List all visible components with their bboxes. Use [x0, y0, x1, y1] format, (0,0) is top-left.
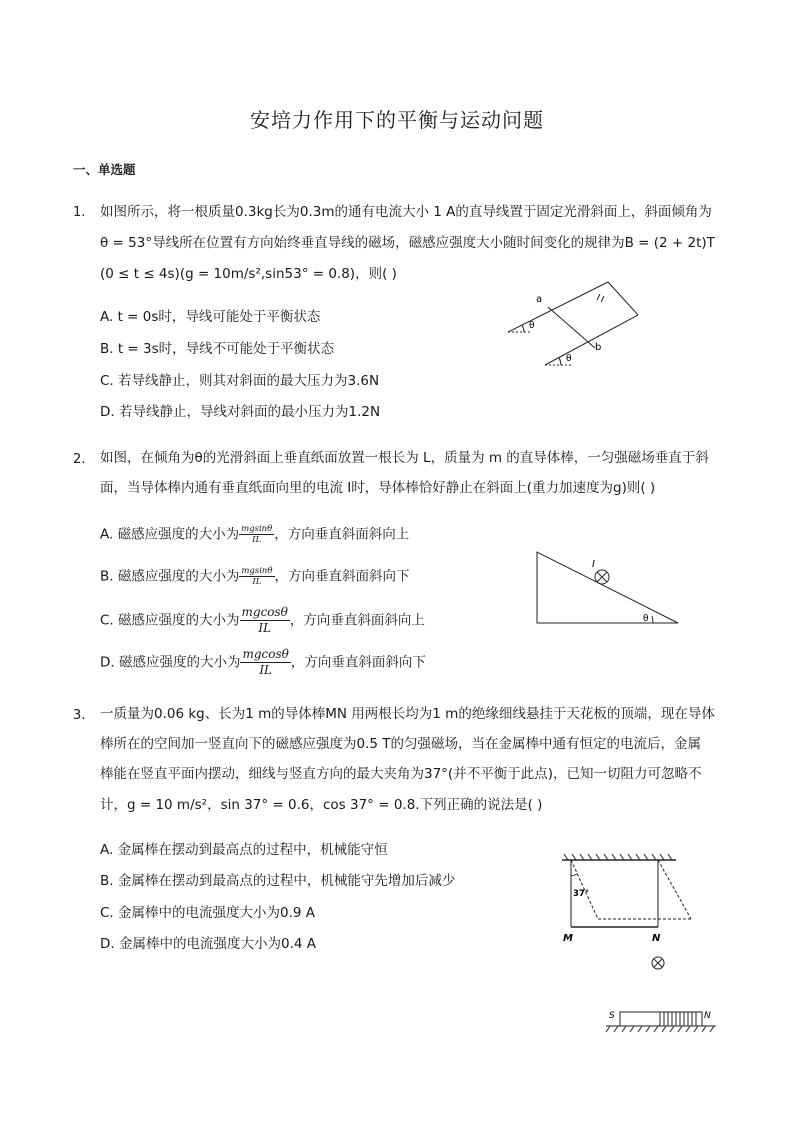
question-1-number: 1. — [73, 205, 86, 220]
option-b-fraction — [239, 566, 274, 587]
label-a: a — [536, 294, 543, 305]
magnet-label-s: S — [609, 1011, 615, 1021]
label-current-i: I — [592, 559, 595, 570]
option-a-prefix: A. 磁感应强度的大小为 — [100, 526, 240, 543]
option-d-fraction — [240, 647, 290, 678]
angle-theta-upper: θ — [529, 321, 535, 331]
option-c-suffix: ，方向垂直斜面斜向上 — [289, 612, 425, 629]
question-3-line-2: 棒所在的空间加一竖直向下的磁感应强度为0.5 T的匀强磁场，当在金属棒中通有恒定的电流后，金属 — [100, 736, 702, 752]
upper-rail — [508, 282, 608, 332]
option-d-prefix: D. 磁感应强度的大小为 — [100, 654, 241, 671]
question-1-option-d: D. 若导线静止，导线对斜面的最小压力为1.2N — [100, 404, 381, 420]
question-3-option-b: B. 金属棒在摆动到最高点的过程中，机械能守先增加后减少 — [100, 873, 456, 889]
angle-theta: θ — [643, 614, 649, 624]
page-title: 安培力作用下的平衡与运动问题 — [250, 108, 544, 132]
wire-ab — [548, 307, 595, 348]
section-heading: 一、单选题 — [73, 162, 136, 177]
question-2-line-2: 面，当导体棒内通有垂直纸面向里的电流 I时，导体棒恰好静止在斜面上(重力加速度为g)则( ) — [100, 480, 656, 496]
question-3-option-d: D. 金属棒中的电流强度大小为0.4 A — [100, 936, 316, 952]
question-1-line-2: θ = 53°导线所在位置有方向始终垂直导线的磁场，磁感应强度大小随时间变化的规律为B = (2 + 2t)T — [100, 235, 715, 251]
question-2-line-1: 如图，在倾角为θ的光滑斜面上垂直纸面放置一根长为 L，质量为 m 的直导体棒，一匀强磁场垂直于斜 — [100, 450, 709, 466]
fraction-denominator: IL — [259, 663, 273, 677]
question-1-line-1: 如图所示，将一根质量0.3kg长为0.3m的通有电流大小 1 A的直导线置于固定光滑斜面上，斜面倾角为 — [100, 204, 712, 220]
question-2-figure — [535, 550, 681, 626]
question-2-option-a — [100, 524, 409, 545]
incline-triangle — [537, 552, 678, 623]
fraction-numerator: mgsinθ — [241, 524, 273, 534]
question-2-option-d — [100, 647, 426, 678]
question-3-line-4: 计，g = 10 m/s²，sin 37° = 0.6，cos 37° = 0.8.下列正确的说法是( ) — [100, 797, 543, 813]
option-c-fraction — [240, 605, 290, 636]
question-1-option-b: B. t = 3s时，导线不可能处于平衡状态 — [100, 341, 335, 357]
label-b: b — [595, 342, 602, 353]
question-3-option-c: C. 金属棒中的电流强度大小为0.9 A — [100, 905, 316, 921]
label-angle-37: 37° — [573, 889, 590, 899]
question-2-option-c — [100, 605, 425, 636]
fraction-denominator: IL — [258, 621, 272, 635]
label-n: N — [652, 933, 661, 944]
question-1-figure — [500, 280, 640, 370]
fraction-denominator: IL — [252, 577, 262, 587]
fraction-denominator: IL — [252, 535, 262, 545]
question-3-option-a: A. 金属棒在摆动到最高点的过程中，机械能守恒 — [100, 842, 388, 858]
magnet-label-n: N — [704, 1011, 711, 1021]
bar-magnet — [620, 1012, 702, 1026]
question-1-option-a: A. t = 0s时，导线可能处于平衡状态 — [100, 309, 321, 325]
question-3-line-1: 一质量为0.06 kg、长为1 m的导体棒MN 用两根长均为1 m的绝缘细线悬挂于天花板的顶端，现在导体 — [100, 706, 715, 722]
question-3-line-3: 棒能在竖直平面内摆动，细线与竖直方向的最大夹角为37°(并不平衡于此点)，已知一切阻力可忽略不 — [100, 766, 702, 782]
fraction-numerator: mgcosθ — [242, 647, 289, 661]
fraction-numerator: mgcosθ — [241, 605, 288, 619]
rail-connector — [608, 282, 638, 315]
question-1-option-c: C. 若导线静止，则其对斜面的最大压力为3.6N — [100, 373, 380, 389]
option-b-prefix: B. 磁感应强度的大小为 — [100, 568, 240, 585]
question-2-option-b — [100, 566, 410, 587]
option-c-prefix: C. 磁感应强度的大小为 — [100, 612, 240, 629]
fraction-numerator: mgsinθ — [241, 566, 273, 576]
label-m: M — [563, 933, 573, 944]
question-3-number: 3. — [73, 708, 86, 723]
question-3-figure — [558, 852, 698, 977]
lower-rail — [545, 315, 638, 365]
option-b-suffix: ，方向垂直斜面斜向下 — [274, 568, 410, 585]
angle-theta-lower: θ — [566, 354, 572, 364]
option-a-fraction — [239, 524, 274, 545]
option-d-suffix: ，方向垂直斜面斜向下 — [290, 654, 426, 671]
question-2-number: 2. — [73, 452, 86, 467]
question-1-line-3: (0 ≤ t ≤ 4s)(g = 10m/s²,sin53° = 0.8)，则( ) — [100, 266, 397, 282]
option-a-suffix: ，方向垂直斜面斜向上 — [274, 526, 410, 543]
bar-magnet-figure — [604, 1006, 724, 1036]
